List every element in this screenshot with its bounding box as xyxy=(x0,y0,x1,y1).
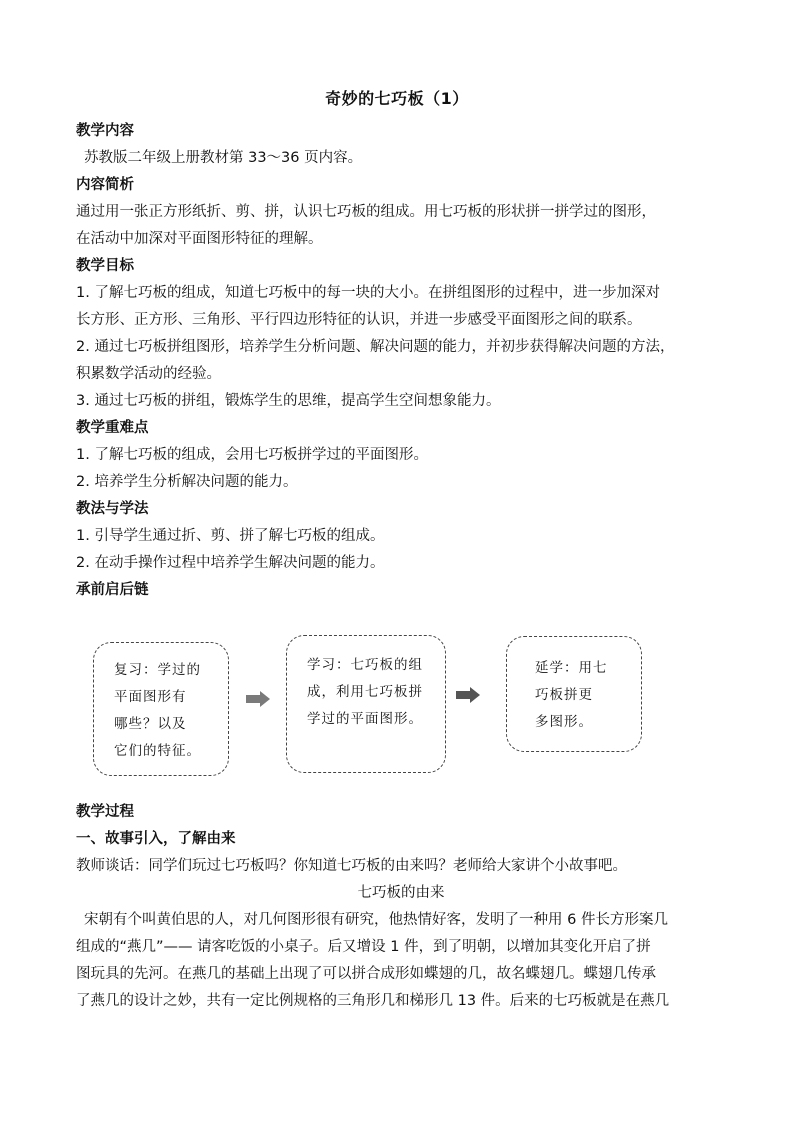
extend-line: 延学：用七 xyxy=(535,660,608,676)
goal-line: 长方形、正方形、三角形、平行四边形特征的认识，并进一步感受平面图形之间的联系。 xyxy=(76,312,642,328)
goal-line: 1. 了解七巧板的组成，知道七巧板中的每一块的大小。在拼组图形的过程中，进一步加深对 xyxy=(76,285,660,301)
teacher-talk: 教师谈话：同学们玩过七巧板吗？你知道七巧板的由来吗？老师给大家讲个小故事吧。 xyxy=(76,858,627,874)
key-point-line: 1. 了解七巧板的组成，会用七巧板拼学过的平面图形。 xyxy=(76,447,428,463)
content-text: 苏教版二年级上册教材第 33～36 页内容。 xyxy=(84,150,363,166)
review-line: 复习：学过的 xyxy=(114,662,201,678)
right-arrow-icon xyxy=(456,687,480,703)
heading-process: 教学过程 xyxy=(76,804,134,820)
document-body xyxy=(76,118,726,1015)
extend-line: 巧板拼更 xyxy=(535,687,593,703)
story-line: 宋朝有个叫黄伯思的人，对几何图形很有研究，他热情好客，发明了一种用 6 件长方形案几 xyxy=(84,912,668,928)
review-line: 平面图形有 xyxy=(114,689,187,705)
review-line: 哪些？以及 xyxy=(114,716,187,732)
method-line: 1. 引导学生通过折、剪、拼了解七巧板的组成。 xyxy=(76,528,385,544)
extend-box xyxy=(506,636,642,752)
summary-line: 通过用一张正方形纸折、剪、拼，认识七巧板的组成。用七巧板的形状拼一拼学过的图形， xyxy=(76,204,656,220)
story-title: 七巧板的由来 xyxy=(357,885,445,901)
story-line: 图玩具的先河。在燕几的基础上出现了可以拼合成形如蝶翅的几，故名蝶翅几。蝶翅几传承 xyxy=(76,966,656,982)
goal-line: 2. 通过七巧板拼组图形，培养学生分析问题、解决问题的能力，并初步获得解决问题的方法， xyxy=(76,339,675,355)
heading-content: 教学内容 xyxy=(76,123,134,139)
goal-line: 3. 通过七巧板的拼组，锻炼学生的思维，提高学生空间想象能力。 xyxy=(76,393,501,409)
goal-line: 积累数学活动的经验。 xyxy=(76,366,221,382)
story-line: 组成的“燕几”—— 请客吃饭的小桌子。后又增设 1 件，到了明朝，以增加其变化开启了拼 xyxy=(76,939,651,955)
learn-box xyxy=(286,635,446,773)
learn-line: 学过的平面图形。 xyxy=(307,711,423,727)
flow-diagram xyxy=(76,604,726,799)
heading-goals: 教学目标 xyxy=(76,258,134,274)
review-line: 它们的特征。 xyxy=(114,743,201,759)
heading-chain: 承前启后链 xyxy=(76,582,149,598)
key-point-line: 2. 培养学生分析解决问题的能力。 xyxy=(76,474,298,490)
learn-line: 学习：七巧板的组 xyxy=(307,657,423,673)
extend-line: 多图形。 xyxy=(535,714,593,730)
page-title: 奇妙的七巧板（1） xyxy=(325,89,469,108)
right-arrow-icon xyxy=(246,691,270,707)
subheading-story-intro: 一、故事引入，了解由来 xyxy=(76,831,236,847)
learn-line: 成，利用七巧板拼 xyxy=(307,684,423,700)
story-line: 了燕几的设计之妙，共有一定比例规格的三角形几和梯形几 13 件。后来的七巧板就是在燕几 xyxy=(76,993,670,1009)
heading-key-points: 教学重难点 xyxy=(76,420,149,436)
heading-summary: 内容简析 xyxy=(76,177,134,193)
summary-line: 在活动中加深对平面图形特征的理解。 xyxy=(76,231,323,247)
method-line: 2. 在动手操作过程中培养学生解决问题的能力。 xyxy=(76,555,385,571)
heading-methods: 教法与学法 xyxy=(76,501,149,517)
review-box xyxy=(93,642,229,776)
